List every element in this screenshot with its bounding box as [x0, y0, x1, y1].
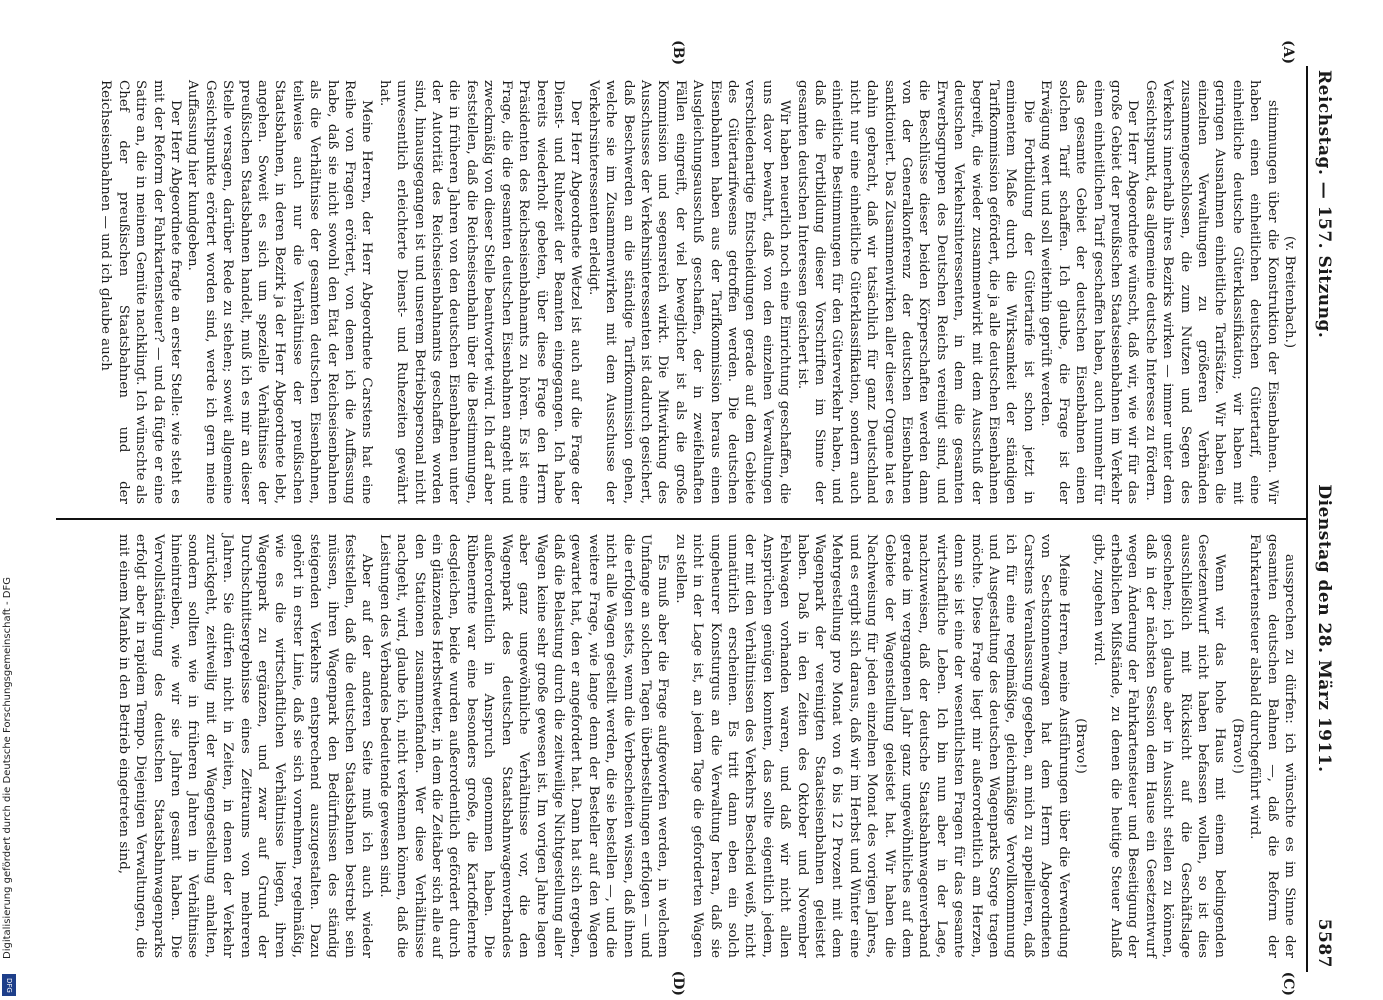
margin-mark-c: (C) — [1280, 971, 1296, 996]
page-header — [1306, 66, 1334, 972]
paragraph: aussprechen zu dürfen: ich wünschte es im Sinne der gesamten deutschen Bahnen —, daß die Reform der Fahrkartensteuer alsbald durchgeführt wird. — [1247, 534, 1297, 958]
margin-mark-d: (D) — [670, 970, 686, 996]
digitization-credit — [0, 0, 18, 1000]
paragraph: stimmungen über die Konstruktion der Eisenbahnen. Wir haben einen einheitlichen deutschen Gütertarif, eine einheitliche deutsche Güterklassifikation; wir haben mit geringen Ausnahmen einheitliche Tarifsätze. Wir haben die einzelnen Verwaltungen zu größeren Verbänden zusammengeschlossen, die zum Nutzen und Segen des Verkehrs innerhalb ihres Bezirks wirken — immer unter dem Gesichtspunkt, das allgemeine deutsche Interesse zu fördern. — [1142, 80, 1280, 504]
paragraph: Meine Herren, der Herr Abgeordnete Carstens hat eine Reihe von Fragen erörtert, von denen ich die Auffassung habe, daß sie nicht sowohl den Etat der Reichseisenbahnen als die Verhältnisse der gesamten deutschen Eisenbahnen, teilweise auch nur die Verhältnisse der preußischen Staatsbahnen, in deren Bezirk ja der Herr Abgeordnete lebt, angehen. Soweit es sich um spezielle Verhältnisse der preußischen Staatsbahnen handelt, muß ich es mir an dieser Stelle versagen, darüber Rede zu stehen; soweit allgemeine Gesichtspunkte erörtert worden sind, werde ich gern meine Auffassung hier kundgeben. — [185, 80, 375, 504]
paragraph: Wir haben neuerlich noch eine Einrichtung geschaffen, die uns davor bewahrt, daß von den einzelnen Verwaltungen verschiedenartige Entscheidungen gerade auf dem Gebiete des Gütertarifwesens getroffen werden. Die deutschen Eisenbahnen haben aus der Tarifkommission heraus einen Ausgleichungsausschuß geschaffen, der in zweifelhaften Fällen eingreift, der viel beweglicher ist als die große Kommission und segensreich wirkt. Die Mitwirkung des Ausschusses der Verkehrsinteressenten ist dadurch gesichert, daß Beschwerden an die ständige Tarifkommission gehen, welche sie im Zusammenwirken mit dem Ausschusse der Verkehrsinteressenten erledigt. — [585, 80, 793, 504]
paragraph: Der Herr Abgeordnete fragte an erster Stelle: wie steht es mit der Reform der Fahrkartensteuer? — und da fügte er eine Satire an, die in meinem Gemüte nachklingt. Ich wünschte als Chef der preußischen Staatsbahnen und der Reichseisenbahnen — und ich glaube auch — [98, 80, 183, 504]
paragraph: Aber auf der anderen Seite muß ich auch wieder feststellen, daß die deutschen Staatsbahnen bestrebt sein müssen, ihren Wagenpark den Bedürfnissen des ständig steigenden Verkehrs entsprechend auszugestalten. Dazu gehört in erster Linie, daß sie sich vornehmen, regelmäßig, wie es die wirtschaftlichen Verhältnisse liegen, ihren Wagenpark zu ergänzen, und zwar auf Grund der Durchschnittsergebnisse eines Zeitraums von mehreren Jahren. Sie dürfen nicht in Zeiten, in denen der Verkehr zurückgeht, zeitweilig mit der Wagengestellung anhalten, sondern sollten wie in früheren Jahren in Verhältnisse hineintreiben, wie wir sie Jahren gesamt haben. Die Vervollständigung des deutschen Staatsbahnwagenparks erfolgt aber in rapidem Tempo. Diejenigen Verwaltungen, die mit einem Manko in den Betrieb eingetreten sind, — [115, 534, 375, 958]
speaker-label: (v. Breitenbach.) — [1282, 235, 1297, 349]
interjection: (Bravo!) — [1073, 718, 1089, 774]
paragraph: Der Herr Abgeordnete Wetzel ist auch auf die Frage der Dienst- und Ruhezeit der Beamten eingegangen. Ich habe bereits wiederholt gebeten, über diese Frage den Herrn Präsidenten des Reichseisenbahnamts zu hören. Es ist eine Frage, die die gesamten deutschen Eisenbahnen angeht und zweckmäßig von dieser Stelle beantwortet wird. Ich darf aber feststellen, daß die Reichseisenbahn über die Bestimmungen, die in früheren Jahren von den deutschen Eisenbahnen unter der Autorität des Reichseisenbahnamts geschaffen worden sind, hinausgegangen ist und unserem Betriebspersonal nicht unwesentlich erleichterte Dienst- und Ruhezeiten gewährt hat. — [376, 80, 584, 504]
paragraph: Wenn wir das hohe Haus mit einem bedingenden Gesetzentwurf nicht haben befassen wollen, so ist dies ausschließlich mit Rücksicht auf die Geschäftslage geschehen; ich glaube aber in Aussicht stellen zu können, daß in der nächsten Session dem Hause ein Gesetzentwurf wegen Änderung der Fahrkartensteuer und Beseitigung der erheblichen Mißstände, zu denen die heutige Steuer Anlaß gibt, zugehen wird. — [1090, 534, 1228, 958]
paragraph: Meine Herren, meine Ausführungen über die Verwendung von Sechstonnenwagen hat dem Herrn Abgeordneten Carstens Veranlassung gegeben, an mich zu appellieren, daß ich für eine regelmäßige, gleichmäßige Vervollkommnung und Ausgestaltung des deutschen Wagenparks Sorge tragen möchte. Diese Frage liegt mir außerordentlich am Herzen, denn sie ist eine der wesentlichsten Fragen für das gesamte wirtschaftliche Leben. Ich bin nun aber in der Lage, nachzuweisen, daß der deutsche Staatsbahnwagenverband gerade im vergangenen Jahr ganz ungewöhnliches auf dem Gebiete der Wagenstellung geleistet hat. Wir haben die Nachweisung für jeden einzelnen Monat des vorigen Jahres, und es ergibt sich daraus, daß wir im Herbst und Winter eine Mehrgestellung pro Monat von 6 bis 12 Prozent mit dem Wagenpark der vereinigten Staatseisenbahnen geleistet haben. Daß in den Zeiten des Oktober und November Fehlwagen vorhanden waren, und daß wir nicht allen Ansprüchen genügen konnten, das sollte eigentlich jedem, der mit den Verhältnissen des Verkehrs Bescheid weiß, nicht unnatürlich erscheinen. Es tritt dann eben ein solch ungeheurer Konsturgus an die Verwaltung heran, daß sie nicht in der Lage ist, an jedem Tage die geforderten Wagen zu stellen. — [672, 534, 1071, 958]
interjection: (Bravo!) — [1229, 718, 1245, 774]
header-right: Dienstag den 28. März 1911. — [1314, 484, 1334, 773]
newspaper-page — [30, 0, 1360, 1000]
page-number: 5587 — [1314, 918, 1334, 968]
credit-text: Digitalisierung gefördert durch die Deutsche Forschungsgemeinschaft - DFG — [2, 576, 13, 959]
paragraph: Es muß aber die Frage aufgeworfen werden, in welchem Umfange an solchen Tagen überbestellungen erfolgen — und die erfolgen stets, wenn die Verbescheiten wissen, daß ihnen nicht alle Wagen gestellt werden, die sie bestellen —, und die weitere Frage, wie lange denn der Besteller auf den Wagen gewartet hat, den er angefordert hat. Dann hat sich ergeben, daß die Belastung durch die zeitweilige Nichtgestellung aller Wagen keine sehr große gewesen ist. Im vorigen Jahre lagen aber ganz ungewöhnliche Verhältnisse vor, die den Wagenpark des deutschen Staatsbahnwagenverbandes außerordentlich in Anspruch genommen haben. Die Rübenernte war eine besonders große, die Kartoffelernte desgleichen, beide wurden außerordentlich gefördert durch ein glänzendes Herbstwetter, in dem die Zeitaber sich alle auf den Stationen zusammenfanden. Wer diese Verhältnisse nachgeht, wird, glaube ich, nicht verkennen können, daß die Leistungen des Verbandes bedeutende gewesen sind. — [376, 534, 671, 958]
paragraph: Der Herr Abgeordnete wünscht, daß wir, wie wir für das große Gebiet der preußischen Staatseisenbahnen im Verkehr einen einheitlichen Tarif geschaffen haben, auch nunmehr für das gesamte Gebiet der deutschen Eisenbahnen einen solchen Tarif schaffen. Ich glaube, die Frage ist der Erwägung wert und soll weiterhin geprüft werden. — [1038, 80, 1141, 504]
margin-mark-b: (B) — [670, 40, 686, 66]
paragraph: Die Fortbildung der Gütertarife ist schon jetzt in eminentem Maße durch die Wirksamkeit der ständigen Tarifkommission gefördert, die ja alle deutschen Eisenbahnen begreift, die wieder zusammenwirkt mit dem Ausschuß der deutschen Verkehrsinteressenten, in dem die gesamten Erwerbsgruppen des Deutschen Reichs vereinigt sind, und die Beschlüsse dieser beiden Körperschaften werden dann von der Generalkonferenz der deutschen Eisenbahnen sanktioniert. Das Zusammenwirken aller dieser Organe hat es dahin gebracht, daß wir tatsächlich für ganz Deutschland nicht nur eine einheitliche Güterklassifikation, sondern auch einheitliche Bestimmungen für den Güterverkehr haben, und daß die Fortbildung dieser Vorschriften im Sinne der gesamten deutschen Interessen gesichert ist. — [794, 80, 1036, 504]
text-columns — [56, 40, 1306, 996]
right-column — [56, 520, 1306, 972]
header-left: Reichstag. — 157. Sitzung. — [1314, 70, 1334, 339]
dfg-logo: DFG — [2, 974, 16, 996]
left-column — [56, 66, 1306, 518]
margin-mark-a: (A) — [1280, 40, 1296, 65]
